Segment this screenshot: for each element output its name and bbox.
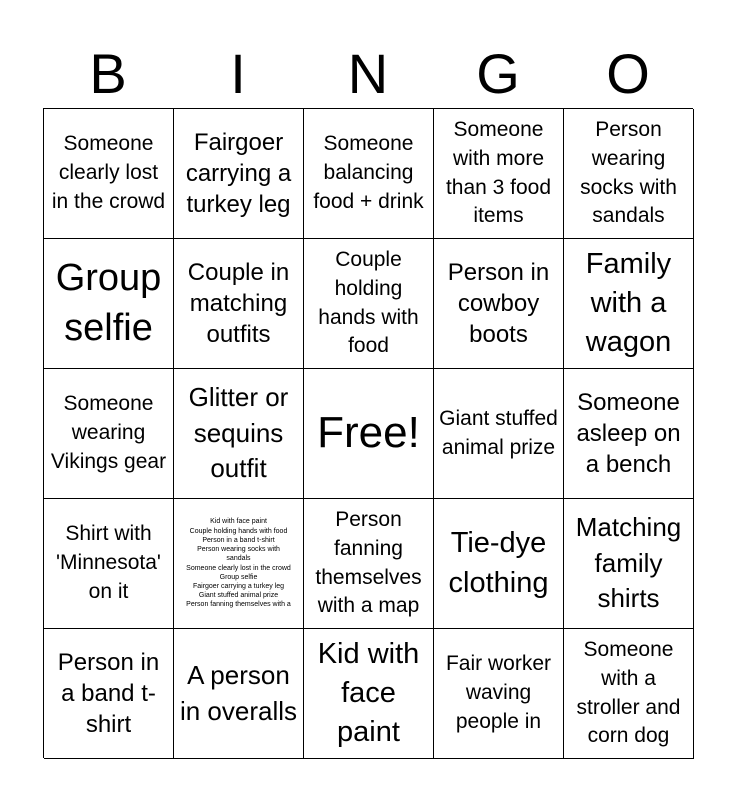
cell-text: Someone with more than 3 food items [445, 117, 552, 228]
bingo-cell-r1c2[interactable] [174, 109, 304, 239]
cell-text: Group selfie [55, 257, 162, 349]
bingo-cell-r1c4[interactable] [434, 109, 564, 239]
bingo-cell-r2c2[interactable] [174, 239, 304, 369]
cell-text: Fair worker waving people in [445, 652, 551, 733]
cell-text: Person wearing socks with sandals [580, 117, 677, 228]
bingo-cell-r1c1[interactable] [44, 109, 174, 239]
cell-text: Person fanning themselves with a map [315, 507, 422, 618]
bingo-cell-r1c5[interactable] [564, 109, 694, 239]
bingo-cell-r5c1[interactable] [44, 629, 174, 759]
cell-text: Matching family shirts [575, 511, 682, 614]
bingo-cell-r2c5[interactable] [564, 239, 694, 369]
cell-text: Glitter or sequins outfit [188, 381, 289, 484]
bingo-cell-r3c2[interactable] [174, 369, 304, 499]
cell-text: Family with a wagon [585, 247, 672, 359]
cell-text: Person in a band t-shirt [57, 648, 160, 739]
cell-text: Fairgoer carrying a turkey leg [185, 128, 292, 219]
bingo-cell-r3c1[interactable] [44, 369, 174, 499]
cell-text: Shirt with 'Minnesota' on it [56, 522, 161, 603]
cell-text-line: Kid with face paint [210, 518, 267, 526]
bingo-cell-r2c1[interactable] [44, 239, 174, 369]
cell-text: Someone asleep on a bench [576, 388, 681, 479]
header-letter-g: G [476, 42, 520, 105]
cell-text-line: Group selfie [219, 573, 258, 581]
cell-text-line: Someone clearly lost in the crowd [186, 564, 291, 572]
bingo-cell-r5c2[interactable] [174, 629, 304, 759]
cell-text-line: Fairgoer carrying a turkey leg [192, 582, 285, 590]
cell-text-line: Person fanning themselves with a [186, 601, 291, 609]
bingo-grid [43, 108, 693, 758]
cell-text: Kid with face paint [317, 637, 420, 749]
cell-text: Someone clearly lost in the crowd [51, 132, 166, 213]
bingo-cell-r3c5[interactable] [564, 369, 694, 499]
cell-text: Someone wearing Vikings gear [50, 392, 167, 473]
cell-text-line: Giant stuffed animal prize [198, 592, 279, 600]
free-space-text: Free! [317, 408, 420, 458]
cell-text: Someone with a stroller and corn dog [576, 637, 681, 748]
cell-text: A person in overalls [179, 659, 298, 726]
cell-text: Person in cowboy boots [447, 258, 550, 349]
bingo-cell-r1c3[interactable] [304, 109, 434, 239]
bingo-cell-r2c3[interactable] [304, 239, 434, 369]
cell-text: Someone balancing food + drink [313, 132, 424, 213]
cell-text-line: Couple holding hands with food [189, 527, 288, 535]
bingo-cell-r5c5[interactable] [564, 629, 694, 759]
bingo-cell-r4c3[interactable] [304, 499, 434, 629]
cell-text-line: sandals [226, 555, 251, 563]
cell-text: Tie-dye clothing [448, 527, 549, 599]
cell-text: Couple holding hands with food [318, 247, 419, 358]
bingo-cell-r5c3[interactable] [304, 629, 434, 759]
bingo-cell-r5c4[interactable] [434, 629, 564, 759]
bingo-cell-r2c4[interactable] [434, 239, 564, 369]
cell-text-line: Person in a band t-shirt [202, 536, 275, 544]
bingo-cell-r4c5[interactable] [564, 499, 694, 629]
bingo-cell-free-space[interactable] [304, 369, 434, 499]
header-letter-b: B [89, 42, 127, 105]
header-letter-n: N [347, 42, 389, 105]
cell-text-line: Person wearing socks with [197, 546, 280, 554]
bingo-cell-r4c4[interactable] [434, 499, 564, 629]
bingo-cell-r3c4[interactable] [434, 369, 564, 499]
header-letter-o: O [606, 42, 650, 105]
bingo-cell-r4c1[interactable] [44, 499, 174, 629]
bingo-cell-r4c2[interactable] [174, 499, 304, 629]
header-letter-i: I [230, 42, 246, 105]
cell-text: Couple in matching outfits [187, 258, 290, 349]
bingo-header [43, 40, 693, 108]
cell-text: Giant stuffed animal prize [439, 406, 558, 459]
